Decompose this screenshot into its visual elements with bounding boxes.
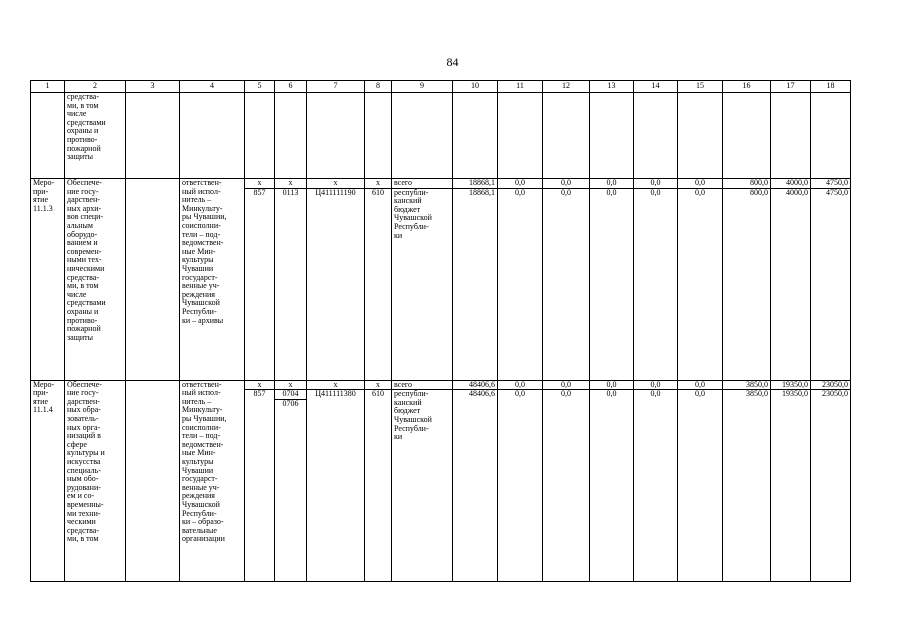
section-code: 0704 [275,390,306,400]
cell-line: современ- [67,246,102,256]
value-c14: 0,0 [634,179,678,189]
col-header: 3 [126,81,180,93]
table-cell [453,93,498,179]
event-executors [180,380,245,582]
col-header: 10 [453,81,498,93]
table-cell [307,93,365,179]
col-header: 13 [590,81,634,93]
cell-line: пожарной [67,143,101,153]
continuation-text [65,93,126,179]
cell-line: ных обра- [67,405,101,415]
cell-line: ки – образо- [182,517,224,527]
value-c15: 0,0 [678,179,723,189]
table-cell [275,93,307,179]
column-number-row [31,81,851,93]
cell-line: Обеспече- [67,380,102,389]
cell-line: противо- [67,134,98,144]
cell-line: сфере [67,439,87,449]
cell-line: ми, в том [67,100,99,110]
value-c18: 4750,0 [811,188,851,380]
cell-line: оборудо- [67,229,98,239]
cell-line: Чувашской [394,213,432,223]
value-c15: 0,0 [678,188,723,380]
cell-line: культуры [182,456,214,466]
cell-line: Республи- [182,508,217,518]
cell-line: ными тех- [67,255,102,265]
section-code-2: 0706 [282,398,299,408]
cell-line: пожарной [67,324,101,334]
cell-line: числе [67,109,87,119]
total-source: всего [392,179,453,189]
cell-line: ми, в том [67,534,99,544]
value-c18: 23050,0 [811,390,851,582]
cell-line: вательные [182,525,217,535]
cell-line: ведомствен- [182,439,224,449]
cell-line: вов специ- [67,212,104,222]
cell-line: бюджет [394,406,421,416]
value-c16: 3850,0 [723,390,771,582]
total-c7: x [307,380,365,390]
total-c5: x [245,380,275,390]
value-c13: 0,0 [590,188,634,380]
cell-line: ки [394,432,403,442]
cell-line: реждения [182,289,215,299]
total-source: всего [392,380,453,390]
rep-sum: 48406,6 [453,390,498,582]
cell-line: тели – под- [182,229,221,239]
cell-line: государст- [182,272,218,282]
cell-line: низаций в [67,431,101,441]
cell-line: временны- [67,499,104,509]
cell-line: ответствен- [182,380,222,389]
cell-line: защиты [67,332,94,342]
cell-line: венные уч- [182,482,220,492]
cell-line: республи- [394,389,429,399]
value-c12: 0,0 [543,380,590,390]
cell-line: Минкульту- [182,405,223,415]
cell-line: канский [394,196,422,206]
value-c13: 0,0 [590,390,634,582]
section-code-cell [275,390,307,582]
cell-line: ный испол- [182,388,221,398]
col-header: 14 [634,81,678,93]
col-header: 6 [275,81,307,93]
cell-line: ванием и [67,238,98,248]
cell-line: Чувашской [182,499,220,509]
total-c8: x [365,380,392,390]
cell-line: ных архи- [67,203,102,213]
cell-line: при- [33,186,49,196]
cell-line: средства- [67,92,99,101]
event-executors [180,179,245,381]
table-cell [590,93,634,179]
table-cell [392,93,453,179]
cell-line: ятие [33,195,49,205]
value-c16: 800,0 [723,179,771,189]
expense-type-code: 610 [365,390,392,582]
value-c13: 0,0 [590,380,634,390]
cell-line: противо- [67,315,98,325]
col-header: 9 [392,81,453,93]
cell-line: Республи- [394,423,429,433]
total-c8: x [365,179,392,189]
col-header: 2 [65,81,126,93]
event-name [65,380,126,582]
cell-line: 11.1.3 [33,203,53,213]
page-number: 84 [446,55,459,69]
cell-line: канский [394,397,422,407]
col-header: 4 [180,81,245,93]
total-c6: x [275,179,307,189]
event-label [31,380,65,582]
budget-table [30,80,851,582]
cell-line: культуры [182,255,214,265]
total-c6: x [275,380,307,390]
table-cell [180,93,245,179]
value-c14: 0,0 [634,188,678,380]
cell-line: ми, в том [67,281,99,291]
cell-line: специаль- [67,465,101,475]
table-cell [126,93,180,179]
grbs-code: 857 [245,390,275,582]
value-c14: 0,0 [634,390,678,582]
rep-sum: 18868,1 [453,188,498,380]
cell-line: Чувашской [182,298,220,308]
cell-line: при- [33,388,49,398]
value-c17: 19350,0 [771,390,811,582]
table-cell [126,179,180,381]
value-c17: 4000,0 [771,179,811,189]
cell-line: ры Чувашии, [182,413,227,423]
value-c12: 0,0 [543,188,590,380]
cell-line: бюджет [394,204,421,214]
cell-line: Меро- [33,178,55,187]
expense-type-code: 610 [365,188,392,380]
cell-line: ем и со- [67,491,95,501]
col-header: 8 [365,81,392,93]
col-header: 15 [678,81,723,93]
col-header: 12 [543,81,590,93]
cell-line: Республи- [182,306,217,316]
cell-line: соисполни- [182,220,221,230]
cell-line: зователь- [67,413,99,423]
cell-line: Меро- [33,380,55,389]
table-cell [498,93,543,179]
cell-line: соисполни- [182,422,221,432]
value-c11: 0,0 [498,179,543,189]
table-cell [678,93,723,179]
cell-line: Республи- [394,221,429,231]
total-sum: 18868,1 [453,179,498,189]
cell-line: ных орга- [67,422,101,432]
table-cell [811,93,851,179]
cell-line: средствами [67,117,106,127]
value-c17: 19350,0 [771,380,811,390]
value-c15: 0,0 [678,380,723,390]
col-header: 16 [723,81,771,93]
cell-line: ятие [33,396,49,406]
value-c17: 4000,0 [771,188,811,380]
cell-line: охраны и [67,306,99,316]
cell-line: тели – под- [182,431,221,441]
total-c5: x [245,179,275,189]
value-c11: 0,0 [498,188,543,380]
value-c13: 0,0 [590,179,634,189]
event-11-1-4-total-row [31,380,851,390]
value-c16: 800,0 [723,188,771,380]
total-sum: 48406,6 [453,380,498,390]
cell-line: ми техни- [67,508,101,518]
event-label [31,179,65,381]
funding-source [392,188,453,380]
table-cell [634,93,678,179]
cell-line: ки [394,230,403,240]
cell-line: культуры и [67,448,105,458]
cell-line: ки – архивы [182,315,224,325]
cell-line: реждения [182,491,215,501]
col-header: 1 [31,81,65,93]
col-header: 18 [811,81,851,93]
cell-line: средства- [67,272,99,282]
cell-line: ответствен- [182,178,222,187]
grbs-code: 857 [245,188,275,380]
cell-line: ры Чувашии, [182,212,227,222]
cell-line: ние госу- [67,388,99,398]
cell-line: ный испол- [182,186,221,196]
table-cell [771,93,811,179]
cell-line: государст- [182,474,218,484]
cell-line: средствами [67,298,106,308]
cell-line: Чувашии [182,263,214,273]
table-cell [723,93,771,179]
cell-line: ческими [67,517,96,527]
col-header: 5 [245,81,275,93]
value-c18: 23050,0 [811,380,851,390]
cell-line: защиты [67,152,94,162]
table-cell [245,93,275,179]
table-cell [365,93,392,179]
value-c11: 0,0 [498,380,543,390]
target-article-code: Ц411111380 [307,390,365,582]
cell-line: ные Мин- [182,246,216,256]
value-c11: 0,0 [498,390,543,582]
continuation-row [31,93,851,179]
cell-line: ным обо- [67,474,99,484]
cell-line: венные уч- [182,281,220,291]
table-cell [31,93,65,179]
cell-line: охраны и [67,126,99,136]
cell-line: ническими [67,263,105,273]
value-c12: 0,0 [543,390,590,582]
col-header: 11 [498,81,543,93]
cell-line: 11.1.4 [33,405,53,415]
total-c7: x [307,179,365,189]
target-article-code: Ц411111190 [307,188,365,380]
cell-line: Обеспече- [67,178,102,187]
cell-line: альным [67,220,93,230]
cell-line: рудовани- [67,482,101,492]
col-header: 17 [771,81,811,93]
table-cell [126,380,180,582]
col-header: 7 [307,81,365,93]
cell-line: ведомствен- [182,238,224,248]
table-cell [543,93,590,179]
section-code: 0113 [275,188,307,380]
cell-line: республи- [394,188,429,197]
value-c14: 0,0 [634,380,678,390]
value-c16: 3850,0 [723,380,771,390]
funding-source [392,390,453,582]
cell-line: Минкульту- [182,203,223,213]
cell-line: дарствен- [67,195,100,205]
cell-line: дарствен- [67,396,100,406]
event-name [65,179,126,381]
cell-line: нитель – [182,195,212,205]
cell-line: организации [182,534,225,544]
event-11-1-3-total-row [31,179,851,189]
cell-line: искусства [67,456,101,466]
cell-line: Чувашской [394,414,432,424]
value-c15: 0,0 [678,390,723,582]
cell-line: ные Мин- [182,448,216,458]
cell-line: нитель – [182,396,212,406]
cell-line: Чувашии [182,465,214,475]
cell-line: ние госу- [67,186,99,196]
cell-line: средства- [67,525,99,535]
value-c12: 0,0 [543,179,590,189]
value-c18: 4750,0 [811,179,851,189]
cell-line: числе [67,289,87,299]
